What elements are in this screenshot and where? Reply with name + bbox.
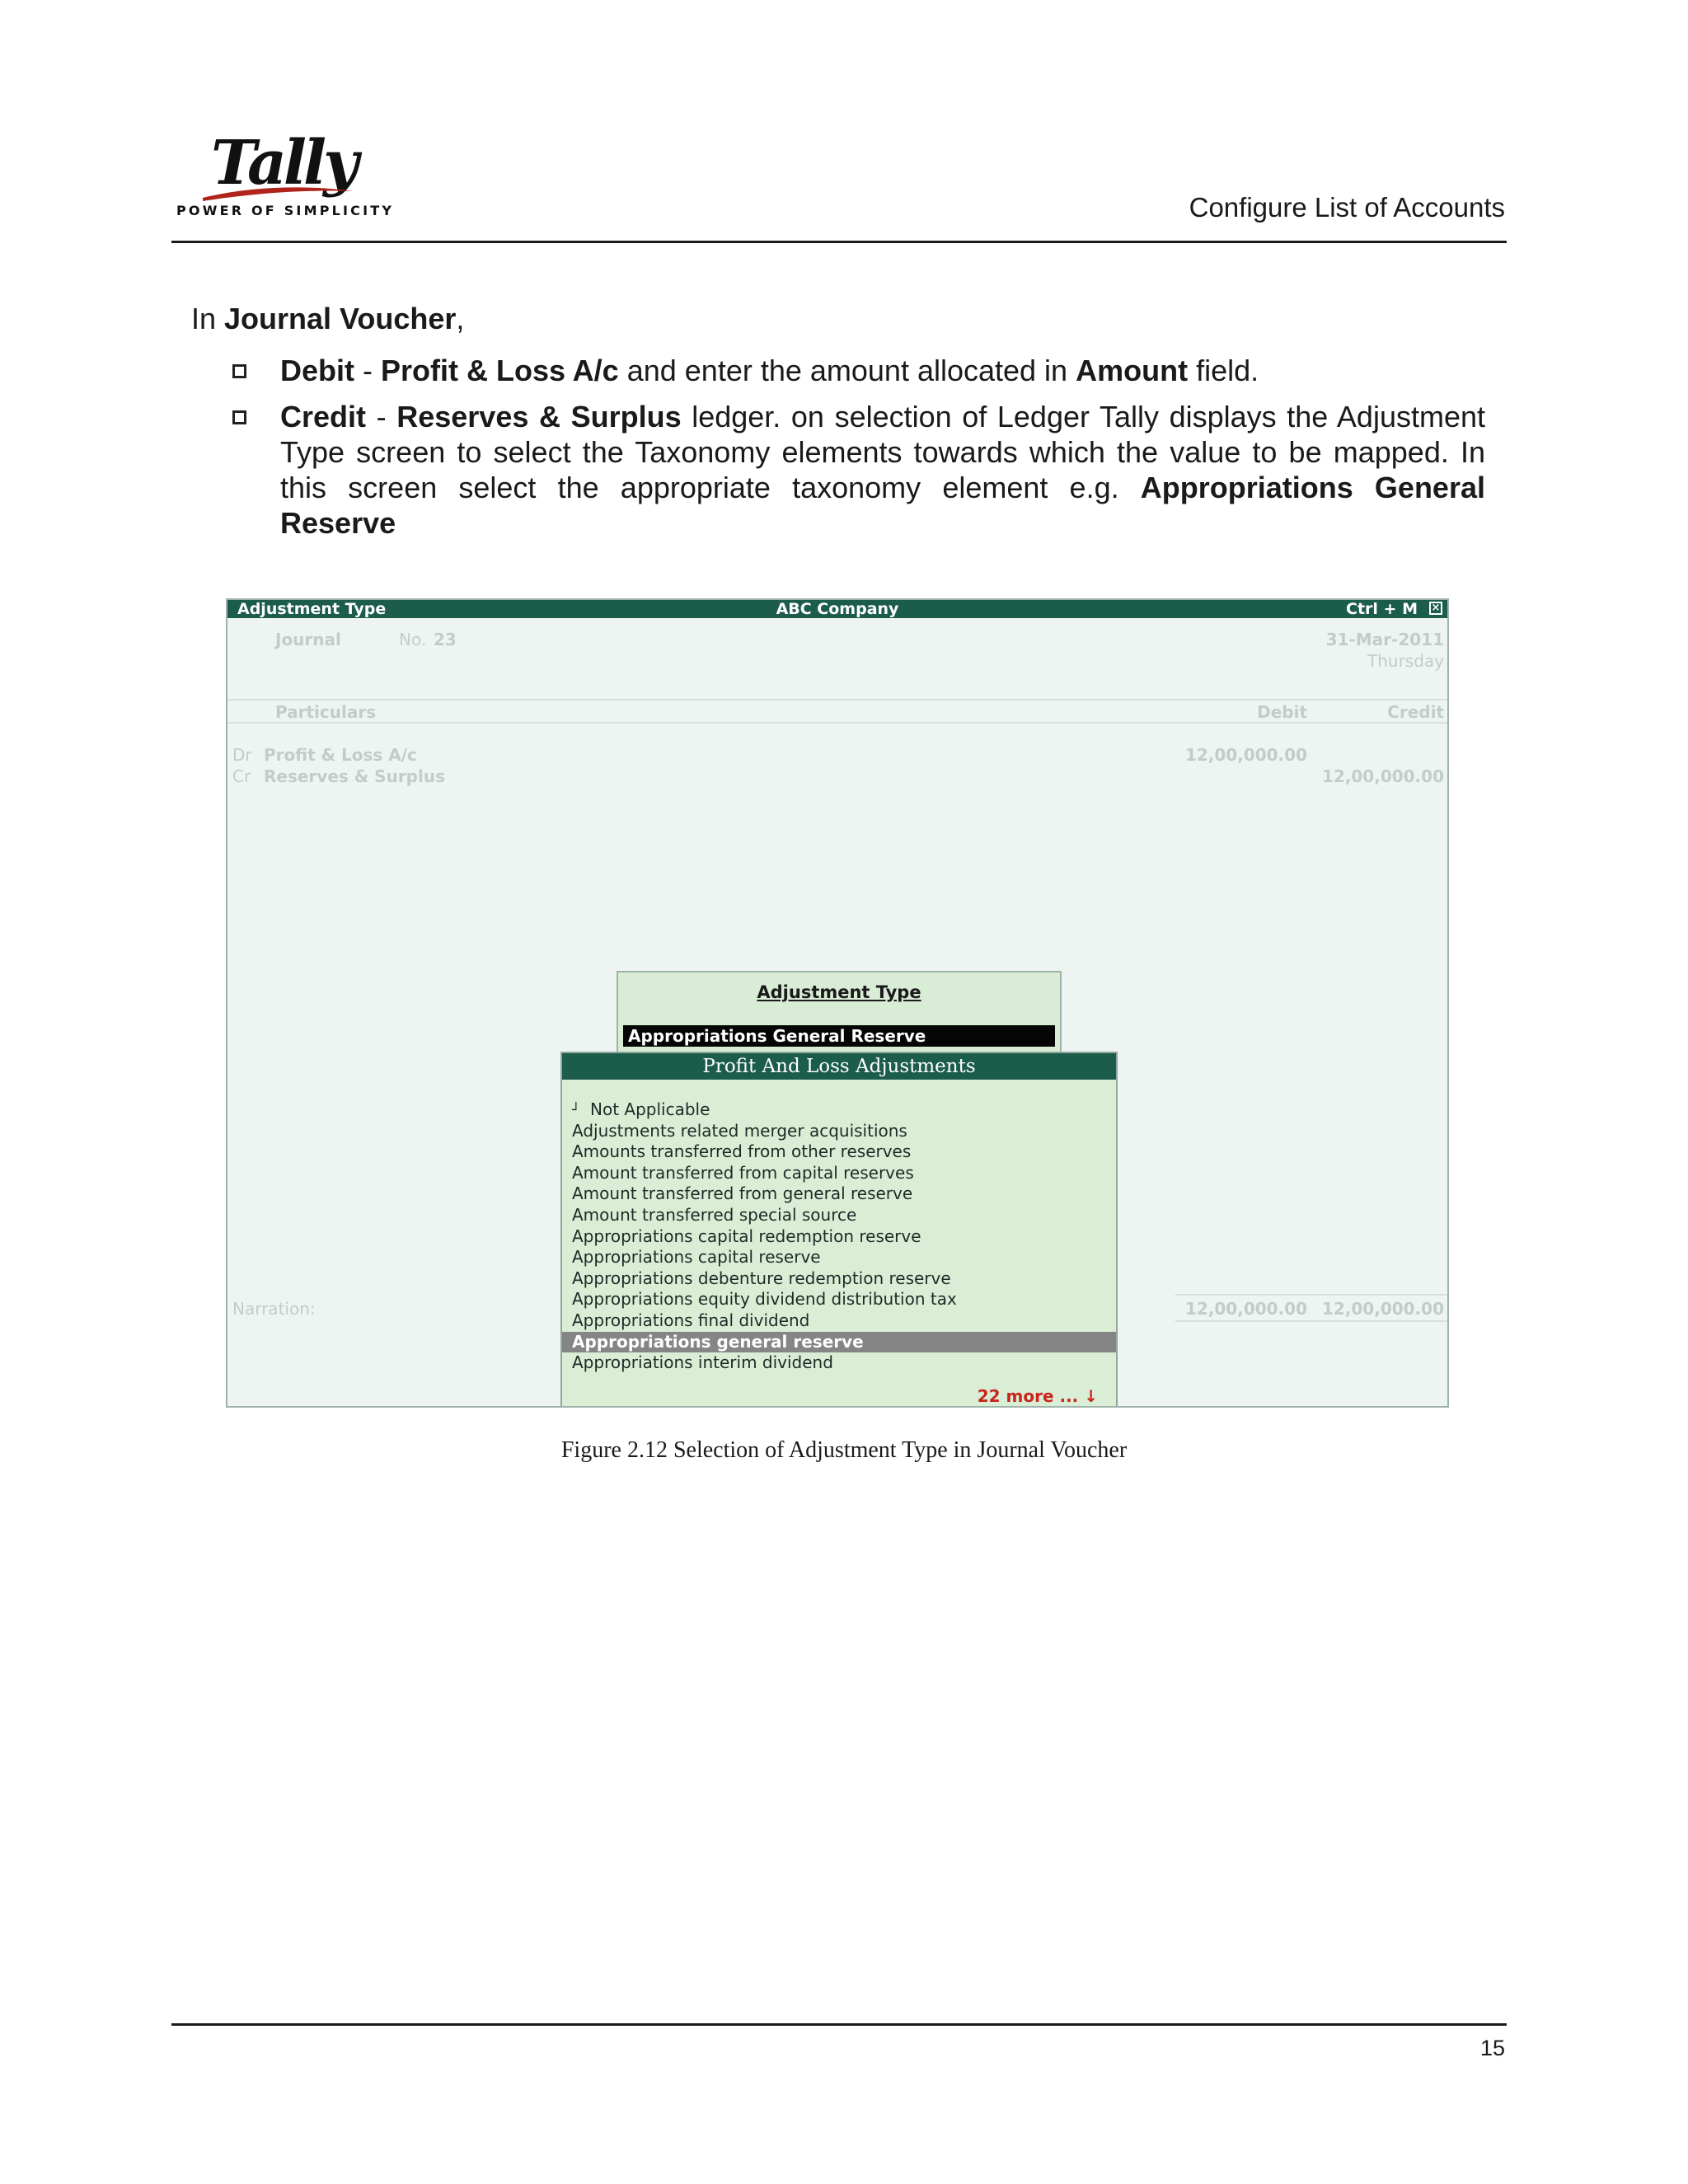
bullet-square-icon: [232, 364, 246, 378]
bullet-credit-text: Credit - Reserves & Surplus ledger. on selection of Ledger Tally displays the Adjustment Type screen to select the Taxonomy elements towards which the value to be mapped. In this screen select the appropriate taxonomy element e.g. Appropriations General Reserve: [280, 400, 1485, 540]
list-item-label: Appropriations equity dividend distribution tax: [572, 1289, 957, 1310]
row1-ledger: Profit & Loss A/c: [264, 745, 417, 765]
pl-adjustments-list: [562, 1099, 1116, 1374]
more-items-link[interactable]: 22 more ... ↓: [977, 1386, 1098, 1406]
list-item-label: Adjustments related merger acquisitions: [572, 1120, 907, 1141]
company-name: ABC Company: [776, 600, 899, 618]
list-item[interactable]: [562, 1247, 1116, 1268]
list-item-label: Appropriations general reserve: [572, 1331, 864, 1352]
list-item-label: Appropriations capital redemption reserve: [572, 1226, 921, 1246]
shortcut-hint: Ctrl + M: [1346, 600, 1418, 618]
row2-prefix: Cr: [232, 766, 251, 786]
list-item[interactable]: [562, 1205, 1116, 1226]
tally-logo: [175, 128, 395, 229]
narration-label: Narration:: [232, 1299, 316, 1319]
header-rule: [171, 241, 1507, 243]
totals-bottom-rule: [1175, 1320, 1447, 1322]
page-number: 15: [1479, 2036, 1505, 2060]
list-item[interactable]: [562, 1352, 1116, 1374]
list-item[interactable]: [562, 1183, 1116, 1205]
list-item[interactable]: [562, 1121, 1116, 1142]
list-item[interactable]: [562, 1141, 1116, 1163]
col-credit: Credit: [1387, 702, 1444, 722]
pl-adjustments-list-panel: [560, 1052, 1118, 1408]
logo-tagline: POWER OF SIMPLICITY: [176, 203, 395, 218]
list-item[interactable]: [562, 1226, 1116, 1248]
list-item[interactable]: [562, 1268, 1116, 1290]
list-item[interactable]: [562, 1289, 1116, 1310]
figure-caption: Figure 2.12 Selection of Adjustment Type in Journal Voucher: [560, 1437, 1128, 1463]
list-item-label: Amount transferred from capital reserves: [572, 1162, 914, 1183]
list-item-label: Appropriations debenture redemption reserve: [572, 1268, 951, 1288]
voucher-no-label: No.: [399, 630, 427, 649]
logo-word: Tally: [211, 128, 356, 199]
voucher-type: Journal: [275, 630, 341, 649]
list-item-label: Appropriations interim dividend: [572, 1352, 833, 1373]
totals-top-rule: [1175, 1294, 1447, 1296]
list-item[interactable]: [562, 1099, 1116, 1121]
column-header-bottom-rule: [227, 722, 1447, 724]
col-particulars: Particulars: [275, 702, 377, 722]
row1-prefix: Dr: [232, 745, 252, 765]
row1-debit: 12,00,000.00: [1184, 745, 1307, 765]
voucher-no-value: 23: [434, 630, 457, 649]
bullet-debit-text: Debit - Profit & Loss A/c and enter the amount allocated in Amount field.: [280, 354, 1259, 387]
total-debit: 12,00,000.00: [1184, 1299, 1307, 1319]
list-item-label: Amount transferred from general reserve: [572, 1183, 913, 1204]
list-item[interactable]: [562, 1332, 1116, 1353]
list-item[interactable]: [562, 1163, 1116, 1184]
window-title: Adjustment Type: [237, 600, 387, 618]
list-item-label: Appropriations final dividend: [572, 1310, 810, 1330]
adjustment-type-field[interactable]: Appropriations General Reserve: [623, 1025, 1055, 1047]
adjustment-type-box: [617, 971, 1062, 1053]
list-item-label: Not Applicable: [590, 1099, 710, 1119]
tally-window-screenshot: [226, 598, 1449, 1408]
bullet-square-icon: [232, 410, 246, 424]
list-item[interactable]: [562, 1310, 1116, 1332]
pl-adjustments-title: Profit And Loss Adjustments: [562, 1053, 1116, 1080]
list-item-label: Amount transferred special source: [572, 1204, 857, 1225]
footer-rule: [171, 2023, 1507, 2026]
section-title: Configure List of Accounts: [1189, 192, 1505, 223]
voucher-date: 31-Mar-2011: [1325, 630, 1444, 649]
column-header-top-rule: [227, 699, 1447, 701]
col-debit: Debit: [1257, 702, 1307, 722]
adjustment-type-title: Adjustment Type: [757, 982, 921, 1002]
list-item-label: Amounts transferred from other reserves: [572, 1141, 912, 1162]
total-credit: 12,00,000.00: [1321, 1299, 1444, 1319]
voucher-day: Thursday: [1367, 651, 1444, 671]
window-titlebar: [227, 600, 1447, 618]
row2-ledger: Reserves & Surplus: [264, 766, 445, 786]
row2-credit: 12,00,000.00: [1321, 766, 1444, 786]
close-icon[interactable]: ×: [1429, 602, 1442, 615]
logo-swoosh-icon: [199, 183, 356, 204]
current-selection-tick-icon: ┘: [572, 1102, 580, 1118]
intro-paragraph: In Journal Voucher,: [191, 302, 465, 335]
list-item-label: Appropriations capital reserve: [572, 1247, 821, 1268]
